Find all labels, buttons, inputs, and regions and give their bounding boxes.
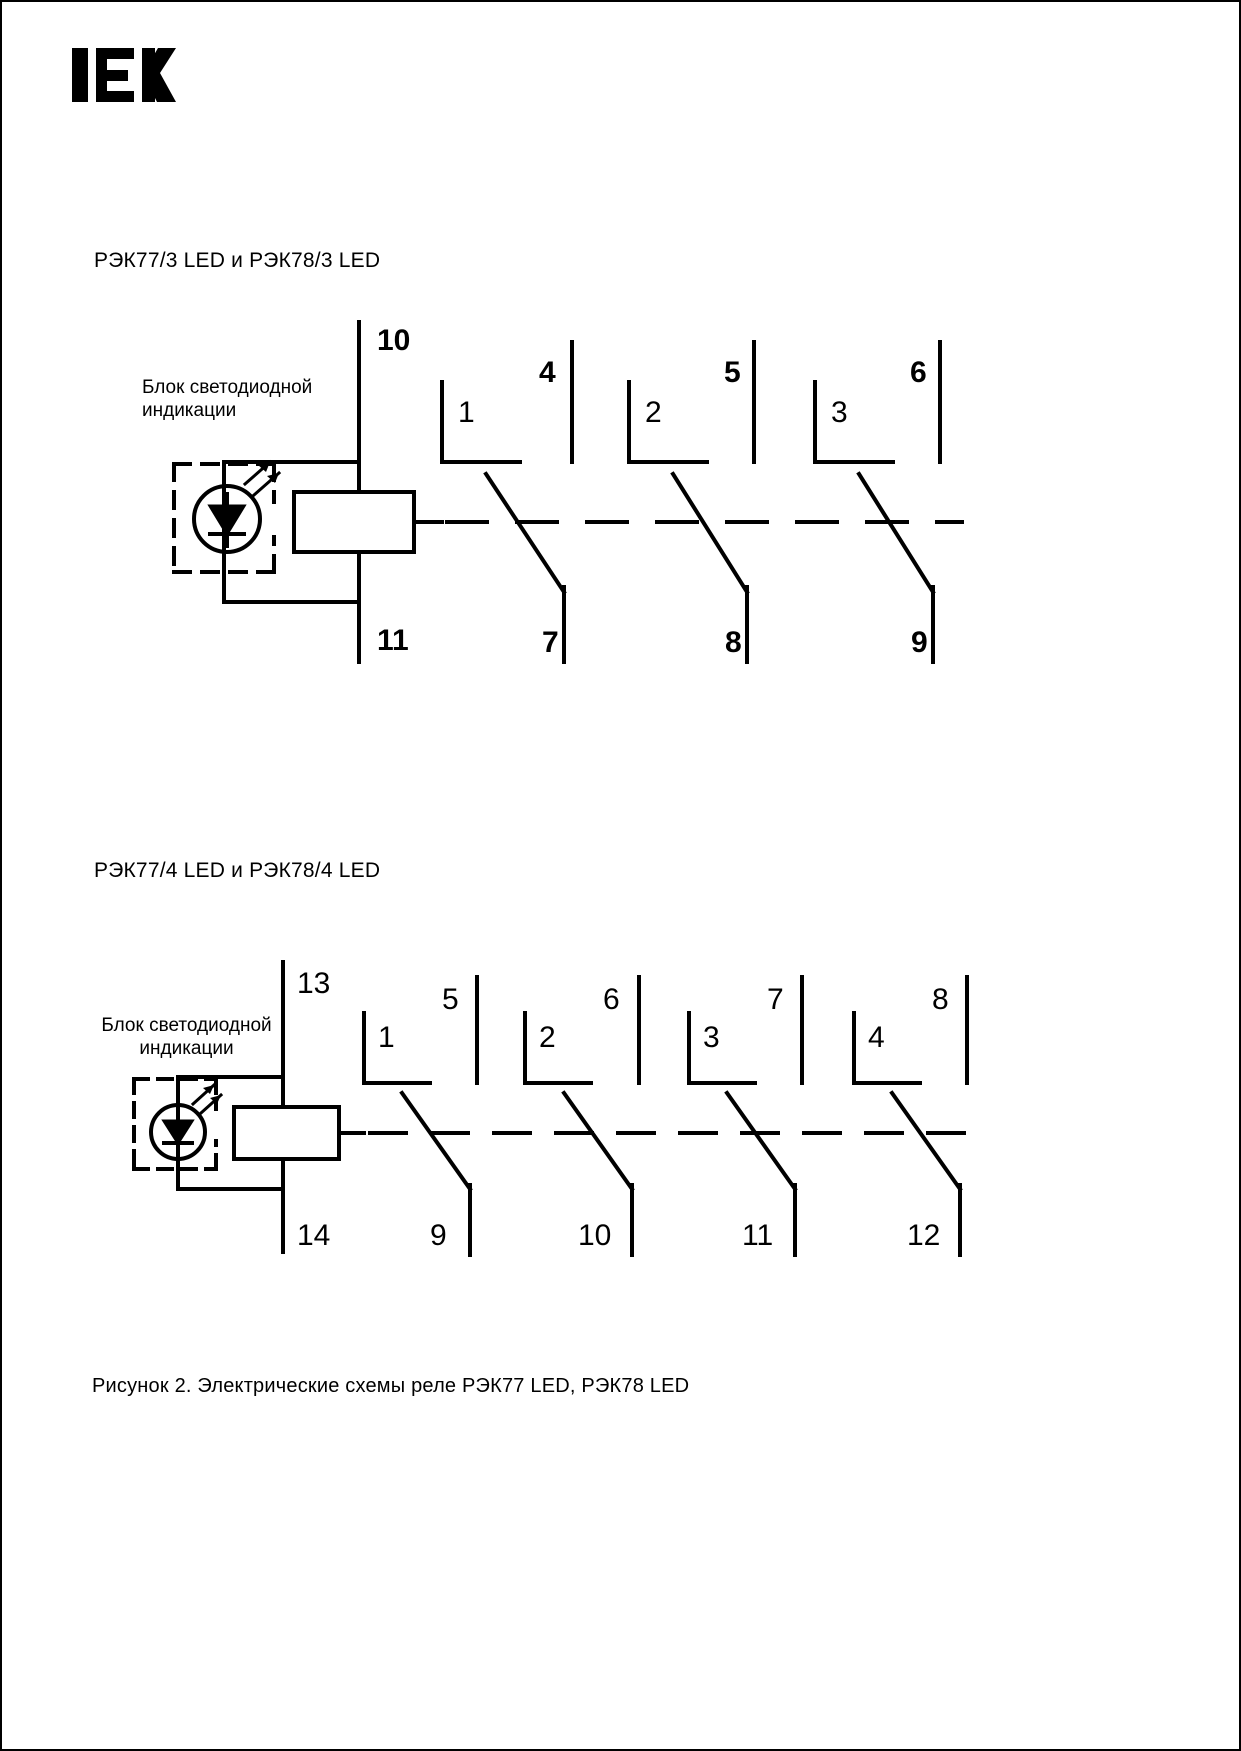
contact-group-1-3 [815,342,940,662]
figure-caption: Рисунок 2. Электрические схемы реле РЭК77 LED, РЭК78 LED [92,1375,690,1397]
terminal-2-g3-common: 3 [703,1021,720,1054]
contact-group-2-3 [689,977,802,1255]
terminal-2-g1-no: 9 [430,1219,447,1252]
terminal-1-coil-top: 10 [377,324,411,357]
terminal-2-coil-top: 13 [297,967,331,1000]
terminal-2-g2-common: 2 [539,1021,556,1054]
led-block-label-1-line1: Блок светодиодной [142,377,313,398]
terminal-1-g1-no: 7 [542,626,559,659]
contact-group-2-1 [364,977,477,1255]
terminal-2-g4-common: 4 [868,1021,885,1054]
contact-group-2-4 [854,977,967,1255]
terminal-1-g1-common: 1 [458,396,475,429]
contact-group-2-2 [525,977,639,1255]
terminal-2-g4-nc: 8 [932,983,949,1016]
led-block-label-1-line2: индикации [142,400,237,421]
terminal-1-g3-nc: 6 [910,356,927,389]
coil-rect-2 [234,1107,339,1159]
led-symbol-diode-2 [164,1111,192,1153]
terminal-2-g3-no: 11 [742,1219,774,1252]
terminal-2-g4-no: 12 [907,1219,941,1252]
led-block-label-2-line1: Блок светодиодной [101,1015,272,1036]
terminal-2-g1-common: 1 [378,1021,395,1054]
terminal-1-g3-common: 3 [831,396,848,429]
iek-logo-mark [70,40,190,110]
led-symbol-diode-1 [210,494,244,546]
terminal-2-g2-nc: 6 [603,983,620,1016]
iek-logo [70,40,190,110]
contact-group-1-2 [629,342,754,662]
section-title-2: РЭК77/4 LED и РЭК78/4 LED [94,859,381,882]
schematic-diagram-2 [2,937,1241,1357]
terminal-1-g2-no: 8 [725,626,742,659]
led-block-label-2-line2: индикации [139,1038,234,1059]
coil-rect-1 [294,492,414,552]
terminal-1-g3-no: 9 [911,626,928,659]
terminal-1-coil-bottom: 11 [377,624,409,657]
terminal-2-coil-bottom: 14 [297,1219,331,1252]
terminal-2-g2-no: 10 [578,1219,612,1252]
terminal-1-g1-nc: 4 [539,356,556,389]
section-title-1: РЭК77/3 LED и РЭК78/3 LED [94,249,381,272]
terminal-2-g1-nc: 5 [442,983,459,1016]
terminal-1-g2-nc: 5 [724,356,741,389]
contact-group-1-1 [442,342,572,662]
terminal-1-g2-common: 2 [645,396,662,429]
terminal-2-g3-nc: 7 [767,983,784,1016]
